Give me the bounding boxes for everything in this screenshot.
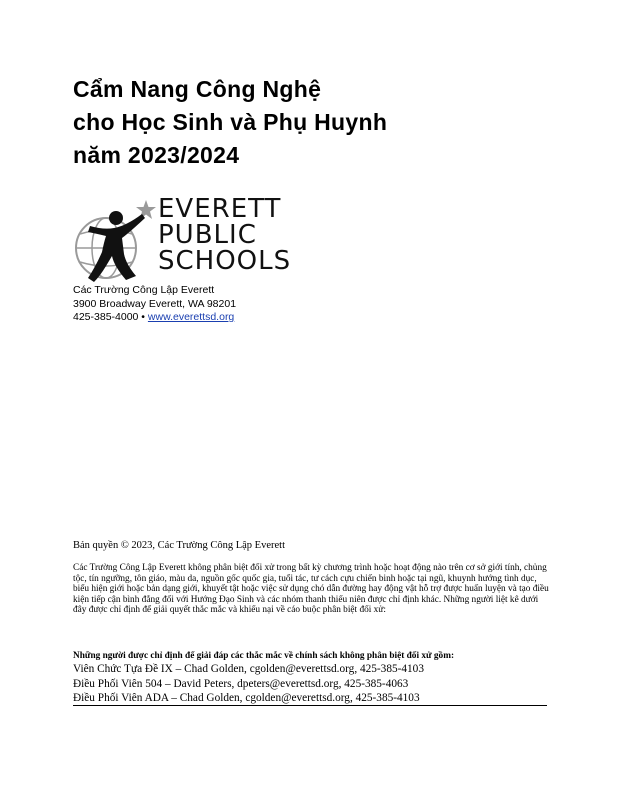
district-name: Các Trường Công Lập Everett	[73, 284, 215, 296]
title-line-3: năm 2023/2024	[73, 142, 240, 168]
nondiscrimination-notice: Các Trường Công Lập Everett không phân biệt đối xử trong bất kỳ chương trình hoặc hoạt động nào trên cơ sở giới tính, chủng tộc, tín ngưỡng, tôn giáo, màu da, nguồn gốc quốc gia, tuổi tác, tư cách cựu chiến binh hoặc tại ngũ, khuynh hướng tình dục, biểu hiện giới hoặc bản dạng giới, khuyết tật hoặc việc sử dụng chó dẫn đường hay động vật hỗ trợ được huấn luyện và tạo điều kiện tiếp cận bình đẳng đối với Hướng Đạo Sinh và các nhóm thanh thiếu niên được chỉ định khác. Những người liệt kê dưới đây được chỉ định để giải quyết thắc mắc và khiếu nại về cáo buộc phân biệt đối xử:	[73, 563, 549, 615]
coordinator-title-ix: Viên Chức Tựa Đề IX – Chad Golden, cgolden@everettsd.org, 425-385-4103	[73, 663, 424, 675]
copyright-notice: Bản quyền © 2023, Các Trường Công Lập Everett	[73, 540, 285, 551]
footer-divider	[73, 705, 547, 706]
street-address: 3900 Broadway Everett, WA 98201	[73, 297, 237, 310]
coordinators-list	[73, 662, 424, 706]
website-link[interactable]: www.everettsd.org	[147, 311, 235, 323]
logo-line-3: SCHOOLS	[158, 246, 292, 276]
bullet-separator: •	[138, 311, 148, 323]
coordinator-504: Điều Phối Viên 504 – David Peters, dpeters@everettsd.org, 425-385-4063	[73, 677, 409, 690]
logo-wordmark	[158, 196, 291, 274]
logo-line-2: PUBLIC	[158, 220, 257, 250]
coordinators-heading: Những người được chỉ định để giải đáp các thắc mắc về chính sách không phân biệt đối xử gồm:	[73, 651, 455, 661]
everett-public-schools-logo	[70, 196, 290, 284]
address-block	[73, 284, 236, 325]
runner-star-globe-icon	[70, 196, 158, 284]
logo-line-1: EVERETT	[158, 194, 282, 224]
phone-number: 425-385-4000	[73, 311, 139, 323]
coordinator-ada: Điều Phối Viên ADA – Chad Golden, cgolden@everettsd.org, 425-385-4103	[73, 692, 420, 704]
document-title	[73, 73, 387, 172]
contact-line	[73, 311, 236, 325]
title-line-2: cho Học Sinh và Phụ Huynh	[73, 109, 388, 135]
title-line-1: Cẩm Nang Công Nghệ	[73, 76, 322, 102]
